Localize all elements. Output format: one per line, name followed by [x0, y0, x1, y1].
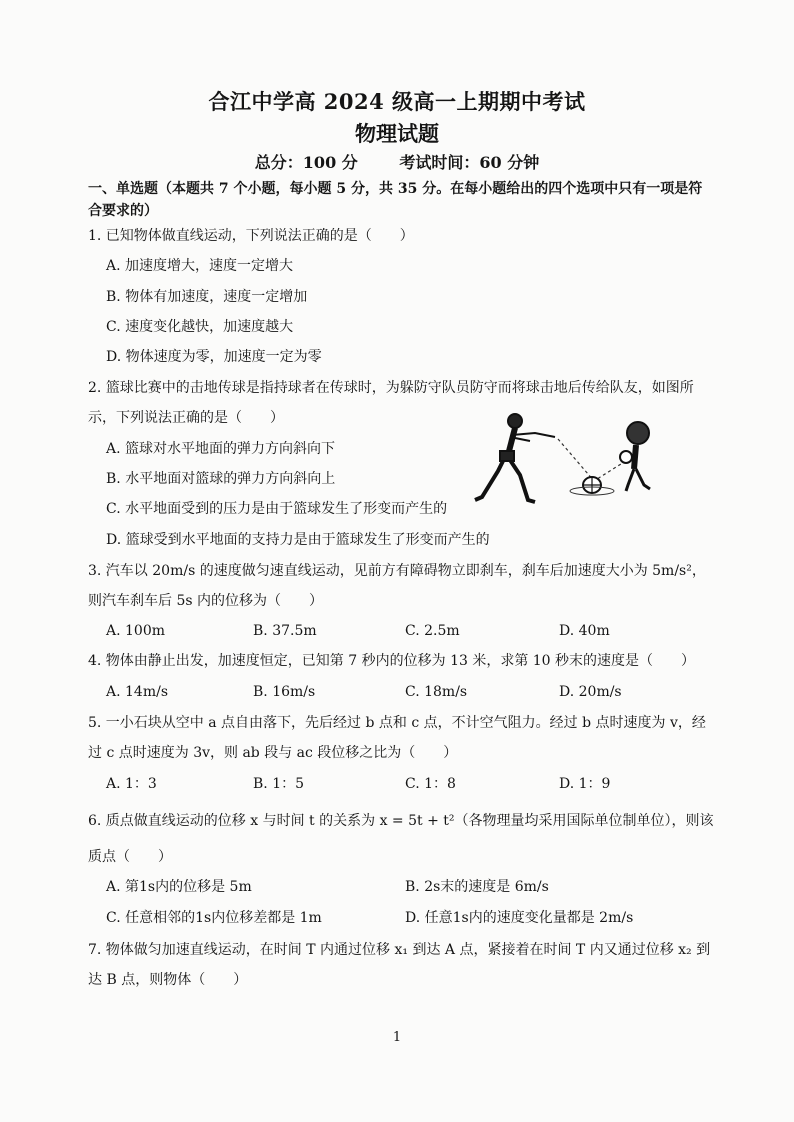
section-heading: 一、单选题（本题共 7 个小题，每小题 5 分，共 35 分。在每小题给出的四个选项中只有一项是符	[88, 181, 703, 197]
q6-option-d: D. 任意1s内的速度变化量都是 2m/s	[405, 910, 634, 926]
q2-stem: 2. 篮球比赛中的击地传球是指持球者在传球时，为躲防守队员防守而将球击地后传给队友，如图所	[88, 380, 694, 396]
q2-option-a: A. 篮球对水平地面的弹力方向斜向下	[106, 441, 336, 457]
q7-stem: 7. 物体做匀加速直线运动，在时间 T 内通过位移 x₁ 到达 A 点，紧接着在时间 T 内又通过位移 x₂ 到	[88, 942, 711, 958]
q4-option-d: D. 20m/s	[559, 684, 622, 700]
q6-option-a: A. 第1s内的位移是 5m	[106, 879, 252, 895]
q1-option-a: A. 加速度增大，速度一定增大	[106, 258, 294, 274]
q4-option-a: A. 14m/s	[106, 684, 169, 700]
q3-option-a: A. 100m	[106, 623, 166, 639]
q1-stem: 1. 已知物体做直线运动，下列说法正确的是（ ）	[88, 228, 414, 244]
exam-meta	[0, 150, 794, 173]
section-heading-cont: 合要求的）	[88, 203, 158, 219]
q2-option-d: D. 篮球受到水平地面的支持力是由于篮球发生了形变而产生的	[106, 532, 490, 548]
q6-option-b: B. 2s末的速度是 6m/s	[405, 879, 549, 895]
q6-stem: 6. 质点做直线运动的位移 x 与时间 t 的关系为 x = 5t + t²（各物理量均采用国际单位制单位），则该	[88, 813, 714, 829]
basketball	[570, 477, 614, 495]
q3-option-c: C. 2.5m	[405, 623, 460, 639]
q2-option-b: B. 水平地面对篮球的弹力方向斜向上	[106, 471, 336, 487]
q6-stem-cont: 质点（ ）	[88, 849, 172, 865]
q3-option-b: B. 37.5m	[253, 623, 317, 639]
q7-stem-cont: 达 B 点，则物体（ ）	[88, 972, 248, 988]
q1-option-c: C. 速度变化越快，加速度越大	[106, 319, 294, 335]
q5-option-a: A. 1：3	[106, 776, 157, 792]
q5-option-b: B. 1：5	[253, 776, 305, 792]
q3-stem-cont: 则汽车刹车后 5s 内的位移为（ ）	[88, 593, 323, 609]
q1-option-b: B. 物体有加速度，速度一定增加	[106, 289, 308, 305]
q1-option-d: D. 物体速度为零，加速度一定为零	[106, 349, 322, 365]
passer-player	[475, 414, 555, 502]
bounce-pass-figure	[470, 405, 670, 515]
q2-option-c: C. 水平地面受到的压力是由于篮球发生了形变而产生的	[106, 501, 448, 517]
q5-option-c: C. 1：8	[405, 776, 456, 792]
q4-option-c: C. 18m/s	[405, 684, 468, 700]
q4-stem: 4. 物体由静止出发，加速度恒定，已知第 7 秒内的位移为 13 米，求第 10 秒末的速度是（ ）	[88, 653, 696, 669]
exam-time: 考试时间：60 分钟	[399, 153, 540, 172]
q4-option-b: B. 16m/s	[253, 684, 316, 700]
q5-option-d: D. 1：9	[559, 776, 611, 792]
exam-title: 合江中学高 2024 级高一上期期中考试	[208, 89, 586, 114]
q5-stem-cont: 过 c 点时速度为 3v，则 ab 段与 ac 段位移之比为（ ）	[88, 745, 458, 761]
q5-stem: 5. 一小石块从空中 a 点自由落下，先后经过 b 点和 c 点，不计空气阻力。经过 b 点时速度为 v，经	[88, 715, 706, 731]
page-number: 1	[392, 1030, 402, 1045]
q6-option-c: C. 任意相邻的1s内位移差都是 1m	[106, 910, 322, 926]
total-score: 总分：100 分	[254, 153, 358, 172]
exam-subject: 物理试题	[355, 121, 439, 146]
q3-stem: 3. 汽车以 20m/s 的速度做匀速直线运动，见前方有障碍物立即刹车，刹车后加速度大小为 5m/s²，	[88, 563, 706, 579]
q2-stem-cont: 示，下列说法正确的是（ ）	[88, 410, 284, 426]
receiver-player	[620, 422, 650, 491]
q3-option-d: D. 40m	[559, 623, 610, 639]
